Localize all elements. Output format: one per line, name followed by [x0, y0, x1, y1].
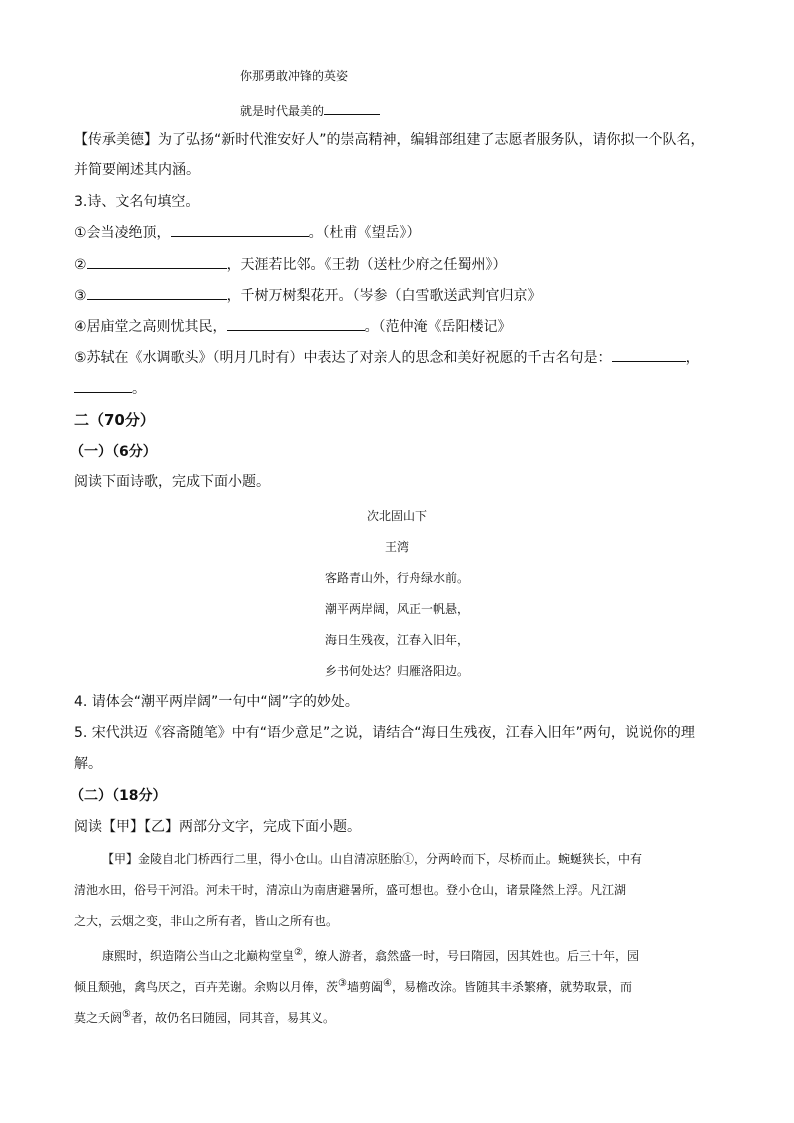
part-2-title: （二）（18分） [70, 788, 167, 804]
question-3-item5-cont [74, 378, 146, 399]
answer-blank [87, 254, 227, 269]
poem-author: 王湾 [384, 540, 409, 554]
section-2-title: 二（70分） [74, 411, 155, 429]
item2-pre: ② [74, 257, 87, 273]
answer-blank [171, 222, 309, 237]
poem-line: 乡书何处达？归雁洛阳边。 [324, 664, 469, 678]
poem-line: 海日生残夜，江春入旧年， [324, 633, 469, 647]
passage-text: 康熙时，织造隋公当山之北巅构堂皇 [102, 949, 295, 963]
footnote-marker: ④ [383, 978, 392, 989]
passage-text: 墙剪阖 [346, 980, 383, 994]
question-3-item2 [74, 254, 507, 275]
passage-2-line2 [74, 974, 632, 997]
part-2-intro: 阅读【甲】【乙】两部分文字，完成下面小题。 [74, 819, 361, 835]
passage-text: 者，故仍名曰随园，同其音，易其义。 [130, 1011, 335, 1025]
item1-post: 。（杜甫《望岳》） [308, 225, 421, 241]
answer-blank [87, 285, 227, 300]
item5-pre: ⑤苏轼在《水调歌头》（明月几时有）中表达了对亲人的思念和美好祝愿的千古名句是： [74, 350, 612, 366]
question-4: 4. 请体会“潮平两岸阔”一句中“阔”字的妙处。 [74, 694, 359, 710]
footnote-marker: ⑤ [122, 1009, 131, 1020]
passage-jia-line3: 之大，云烟之变，非山之所有者，皆山之所有也。 [74, 914, 339, 928]
passage-2-line3 [74, 1005, 335, 1028]
passage-jia-line1: 【甲】金陵自北门桥西行二里，得小仓山。山自清凉胚胎①，分两岭而下，尽桥而止。蜿蜒狭长，中有 [102, 852, 643, 866]
question-3-item4 [74, 316, 512, 337]
item5-end: 。 [132, 381, 146, 397]
question-virtue-line1: 【传承美德】为了弘扬“新时代淮安好人”的崇高精神，编辑部组建了志愿者服务队，请你拟一个队名， [74, 132, 705, 148]
passage-text: ，易檐改涂。皆随其丰杀繁瘠，就势取景，而 [391, 980, 632, 994]
question-5-line2: 解。 [74, 756, 102, 772]
item2-post: ，天涯若比邻。《王勃（送杜少府之任蜀州》） [226, 257, 507, 273]
item1-pre: ①会当凌绝顶， [74, 225, 171, 241]
question-5-line1: 5. 宋代洪迈《容斋随笔》中有“语少意足”之说，请结合“海日生残夜，江春入旧年”两句，说说你的理 [74, 725, 695, 741]
section-2-part1-title: （一）（6分） [70, 444, 157, 460]
footnote-marker: ③ [338, 978, 347, 989]
question-3-item1 [74, 222, 421, 243]
section-2-part1-intro: 阅读下面诗歌，完成下面小题。 [74, 474, 270, 490]
question-3-title: 3.诗、文名句填空。 [74, 194, 200, 210]
passage-jia-line2: 清池水田，俗号干河沿。河未干时，清凉山为南唐避暑所，盛可想也。登小仓山，诸景隆然上浮。凡江湖 [74, 883, 627, 897]
poem-line: 客路青山外，行舟绿水前。 [324, 571, 469, 585]
poem-top-line2 [240, 100, 380, 121]
item3-pre: ③ [74, 288, 87, 304]
poem-top-line1: 你那勇敢冲锋的英姿 [240, 69, 349, 83]
question-virtue-line2: 并简要阐述其内涵。 [74, 162, 200, 178]
poem-top-line2-text: 就是时代最美的 [240, 104, 325, 118]
item4-pre: ④居庙堂之高则忧其民， [74, 319, 227, 335]
passage-text: ，缭人游者，翕然盛一时，号曰隋园，因其姓也。后三十年，园 [302, 949, 639, 963]
poem-line: 潮平两岸阔，风正一帆悬， [324, 602, 469, 616]
passage-text: 倾且颓弛，禽鸟厌之，百卉芜谢。余购以月俸，茨 [74, 980, 339, 994]
item4-post: 。（范仲淹《岳阳楼记》 [364, 319, 512, 335]
passage-2-line1 [102, 943, 639, 966]
answer-blank [74, 378, 132, 393]
poem-title: 次北固山下 [366, 509, 427, 523]
passage-text: 莫之夭阏 [74, 1011, 123, 1025]
answer-blank [324, 100, 380, 115]
answer-blank [612, 347, 686, 362]
answer-blank [227, 316, 365, 331]
item3-post: ，千树万树梨花开。（岑参（白雪歌送武判官归京》 [226, 288, 542, 304]
item5-comma: ， [685, 350, 700, 366]
question-3-item3 [74, 285, 542, 306]
footnote-marker: ② [294, 947, 303, 958]
question-3-item5 [74, 347, 700, 368]
